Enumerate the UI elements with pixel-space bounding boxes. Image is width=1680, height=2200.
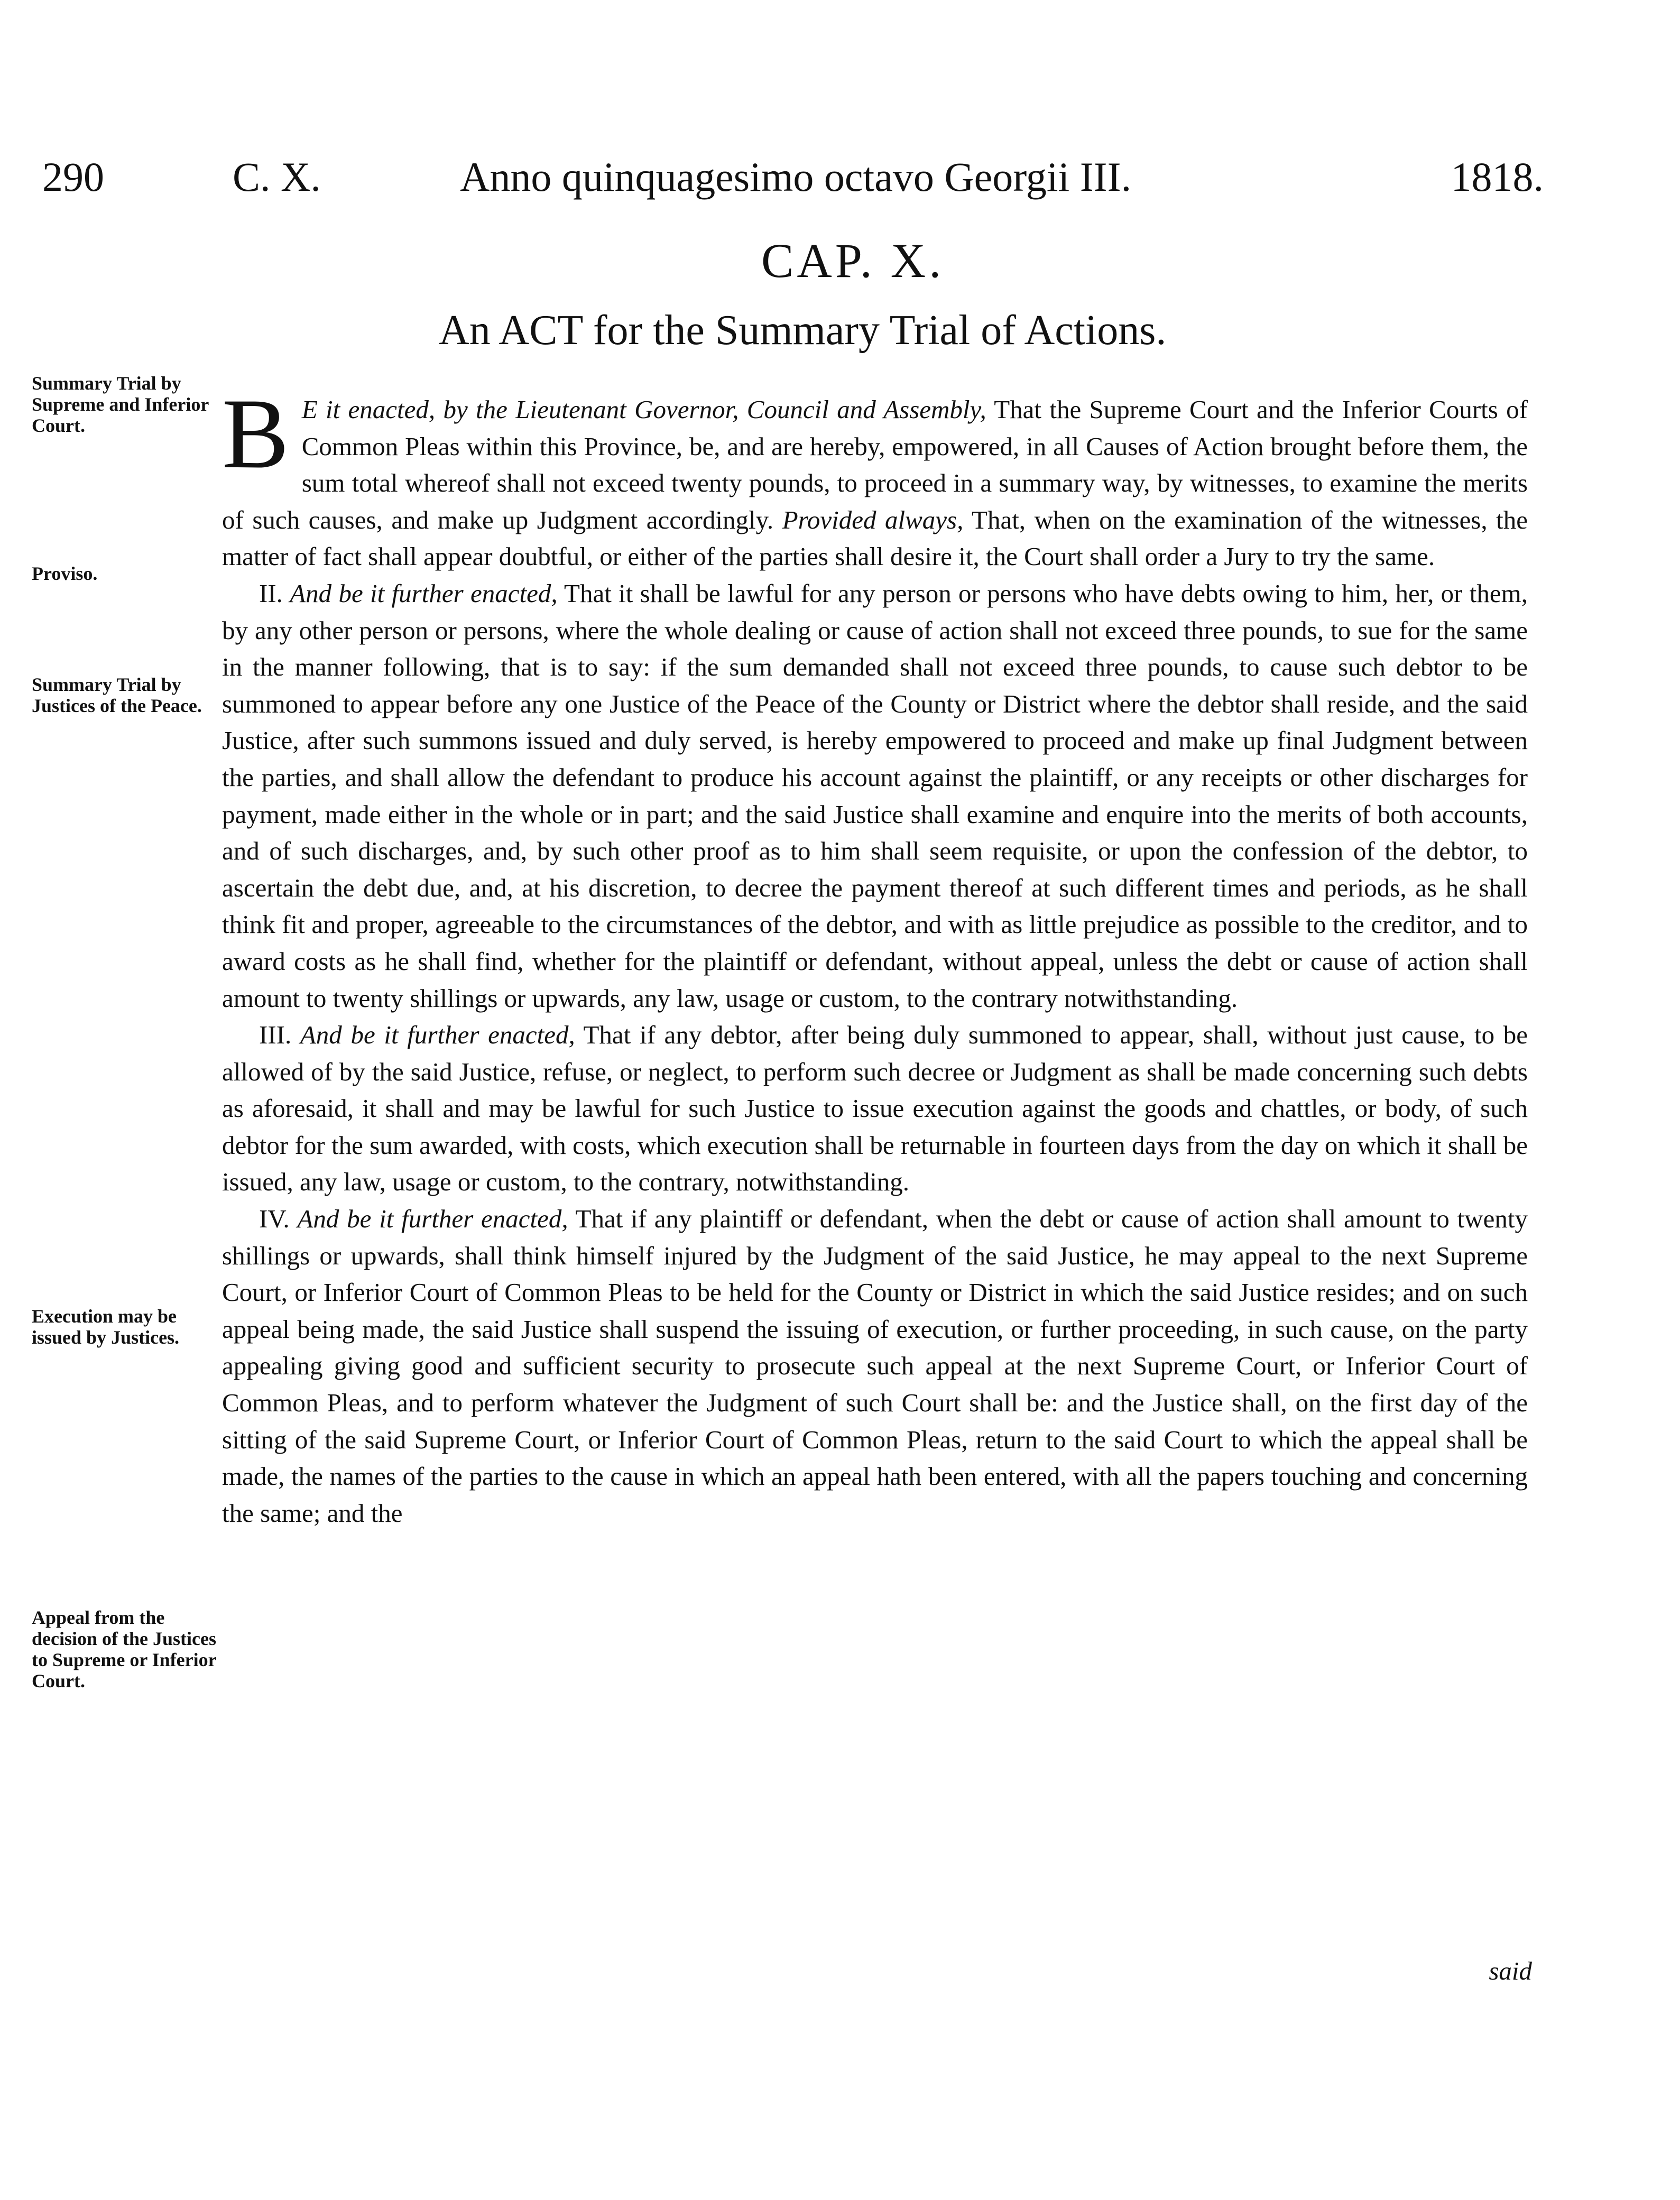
section-1 <box>222 378 1528 575</box>
section-4 <box>222 1200 1528 1531</box>
act-body <box>222 378 1528 1531</box>
enacting-clause: E it enacted, by the Lieutenant Governor, Council and Assembly, <box>301 395 986 424</box>
drop-cap: B <box>222 378 289 489</box>
section-number: III. <box>259 1020 292 1050</box>
section-text: That the Supreme Court and the Inferior Courts of Common Pleas within this Province, be, and are hereby, empowered, in all Causes of Action brought before them, the sum total whereof shall not exceed twenty pounds, to proceed in a summary way, by witnesses, to examine the merits of such causes, and make up Judgment accordingly. <box>222 395 1528 534</box>
act-title: An ACT for the Summary Trial of Actions. <box>439 307 1167 354</box>
chapter-reference: C. X. <box>233 154 321 200</box>
section-text: That if any plaintiff or defendant, when the debt or cause of action shall amount to twenty shillings or upwards, shall think himself injured by the Judgment of the said Justice, he may appeal to the next Supreme Court, or Inferior Court of Common Pleas to be held for the County or District in which the said Justice resides; and on such appeal being made, the said Justice shall suspend the issuing of execution, or further proceeding, in such cause, on the party appealing giving good and sufficient security to prosecute such appeal at the next Supreme Court, or Inferior Court of Common Pleas, and to perform whatever the Judgment of such Court shall be: and the Justice shall, on the first day of the sitting of the said Supreme Court, or Inferior Court of Common Pleas, return to the said Court to which the appeal shall be made, the names of the parties to the cause in which an appeal hath been entered, with all the papers touching and concerning the same; and the <box>222 1204 1528 1528</box>
margin-note-appeal: Appeal from the decision of the Justices to Supreme or Inferior Court. <box>32 1607 216 1691</box>
section-lead: And be it further enacted, <box>297 1204 568 1234</box>
margin-note-execution: Execution may be issued by Justices. <box>32 1306 180 1348</box>
margin-note-summary-trial-courts: Summary Trial by Supreme and Inferior Court. <box>32 373 209 436</box>
proviso-text: That, when on the examination of the witnesses, the matter of fact shall appear doubtful, or either of the parties shall desire it, the Court shall order a Jury to try the same. <box>222 505 1528 571</box>
section-3 <box>222 1016 1528 1200</box>
section-text: That it shall be lawful for any person or persons who have debts owing to him, her, or them, by any other person or persons, where the whole dealing or cause of action shall not exceed three pounds, to sue for the same in the manner following, that is to say: if the sum demanded shall not exceed three pounds, to cause such debtor to be summoned to appear before any one Justice of the Peace of the County or District where the debtor shall reside, and the said Justice, after such summons issued and duly served, is hereby empowered to proceed and make up final Judgment between the parties, and shall allow the defendant to produce his account against the plaintiff, or any receipts or other discharges for payment, made either in the whole or in part; and the said Justice shall examine and enquire into the merits of both accounts, and of such discharges, and, by such other proof as to him shall seem requisite, or upon the confession of the debtor, to ascertain the debt due, and, at his discretion, to decree the payment thereof at such different times and periods, as he shall think fit and proper, agreeable to the circumstances of the debtor, and with as little prejudice as possible to the creditor, and to award costs as he shall find, whether for the plaintiff or defendant, without appeal, unless the debt or cause of action shall amount to twenty shillings or upwards, any law, usage or custom, to the contrary notwithstanding. <box>222 578 1528 1013</box>
chapter-heading: CAP. X. <box>761 234 945 288</box>
running-header <box>42 148 1544 206</box>
proviso-lead: Provided always, <box>782 505 964 534</box>
section-2 <box>222 575 1528 1016</box>
section-number: IV. <box>259 1204 290 1234</box>
section-lead: And be it further enacted, <box>300 1020 575 1050</box>
section-number: II. <box>259 578 283 608</box>
year: 1818. <box>1451 154 1544 200</box>
margin-note-proviso: Proviso. <box>32 563 98 584</box>
margin-note-summary-trial-justices: Summary Trial by Justices of the Peace. <box>32 674 202 716</box>
regnal-year: Anno quinquagesimo octavo Georgii III. <box>460 154 1132 200</box>
section-text: That if any debtor, after being duly summoned to appear, shall, without just cause, to be allowed of by the said Justice, refuse, or neglect, to perform such decree or Judgment as shall be made concerning such debts as aforesaid, it shall and may be lawful for such Justice to issue execution against the goods and chattles, or body, of such debtor for the sum awarded, with costs, which execution shall be returnable in fourteen days from the day on which it shall be issued, any law, usage or custom, to the contrary, notwithstanding. <box>222 1020 1528 1197</box>
catchword: said <box>1489 1956 1532 1985</box>
section-lead: And be it further enacted, <box>290 578 558 608</box>
page-number: 290 <box>42 154 104 200</box>
